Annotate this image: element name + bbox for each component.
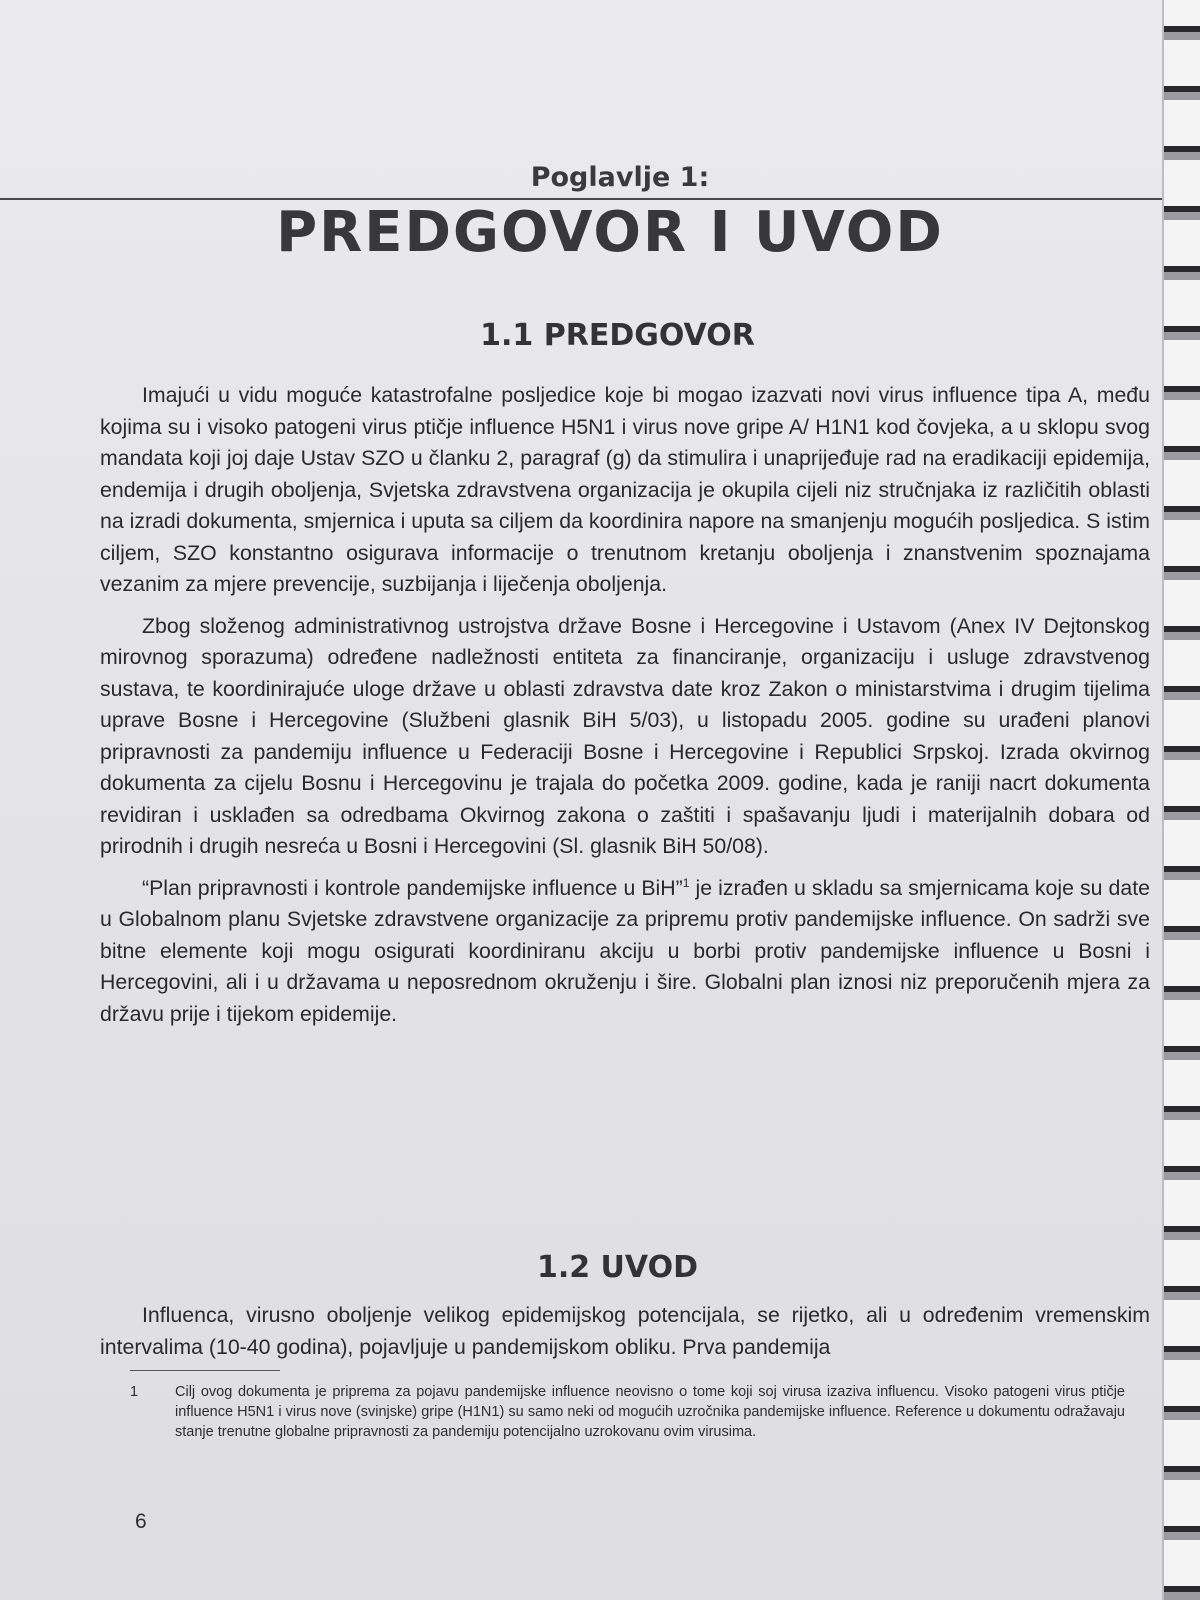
section-title-predgovor: 1.1 PREDGOVOR (480, 318, 755, 353)
paragraph: Imajući u vidu moguće katastrofalne posljedice koje bi mogao izazvati novi virus influence tipa A, među kojima su i visoko patogeni virus ptičje influence H5N1 i virus nove gripe A/ H1N1 kod čovjeka, a u sklopu svog mandata koji joj daje Ustav SZO u članku 2, paragraf (g) da stimulira i unaprijeđuje rad na eradikaciji epidemija, endemija i drugih oboljenja, Svjetska zdravstvena organizacija je okupila cijeli niz stručnjaka iz različitih oblasti na izradi dokumenta, smjernica i uputa sa ciljem da koordinira napore na smanjenju mogućih posljedica. S istim ciljem, SZO konstantno osigurava informacije o trenutnom kretanju oboljenja i znanstvenim spoznajama vezanim za mjere prevencije, suzbijanja i liječenja oboljenja. (100, 383, 1150, 596)
paragraph-text: je izrađen u skladu sa smjernicama koje su date u Globalnom planu Svjetske zdravstvene organizacije za pripremu protiv pandemijske influence. On sadrži sve bitne elemente koji mogu osigurati koordiniranu akciju u borbi protiv pandemijske influence u Bosni i Hercegovini, ali i u državama u neposrednom okruženju i šire. Globalni plan iznosi niz preporučenih mjera za državu prije i tijekom epidemije. (100, 875, 1150, 1026)
section-title-uvod: 1.2 UVOD (536, 1250, 699, 1285)
spiral-binding (1162, 0, 1200, 1600)
section-body-uvod (100, 1300, 1150, 1363)
footnote-ref: 1 (682, 875, 690, 890)
page-number: 6 (135, 1510, 147, 1533)
footnote-text: Cilj ovog dokumenta je priprema za pojavu pandemijske influence neovisno o tome koji soj virusa izaziva influencu. Visoko patogeni virus ptičje influence H5N1 i virus nove (svinjske) gripe (H1N1) su samo neki od mogućih uzročnika pandemijske influence. Reference u dokumentu odražavaju stanje trenutne globalne pripravnosti za pandemiju potencijalno uzrokovanu ovim virusima. (175, 1384, 1125, 1440)
footnote-divider (130, 1370, 280, 1371)
footnote-number: 1 (130, 1384, 139, 1400)
paragraph (100, 873, 1150, 1031)
plan-title-quote: “Plan pripravnosti i kontrole pandemijske influence u BiH” (142, 875, 683, 900)
chapter-title: PREDGOVOR I UVOD (276, 200, 944, 265)
section-body-predgovor (100, 380, 1150, 1030)
footnote (130, 1382, 1125, 1442)
chapter-label: Poglavlje 1: (530, 162, 710, 193)
paragraph: Zbog složenog administrativnog ustrojstva države Bosne i Hercegovine i Ustavom (Anex IV Dejtonskog mirovnog sporazuma) određene nadležnosti entiteta za financiranje, organizaciju i usluge zdravstvenog sustava, te koordinirajuće uloge države u oblasti zdravstva date kroz Zakon o ministarstvima i drugim tijelima uprave Bosne i Hercegovine (Službeni glasnik BiH 5/03), u listopadu 2005. godine su urađeni planovi pripravnosti za pandemiju influence u Federaciji Bosne i Hercegovine i Republici Srpskoj. Izrada okvirnog dokumenta za cijelu Bosnu i Hercegovinu je trajala do početka 2009. godine, kada je raniji nacrt dokumenta revidiran i usklađen sa odredbama Okvirnog zakona o zaštiti i spašavanju ljudi i materijalnih dobara od prirodnih i drugih nesreća u Bosni i Hercegovini (Sl. glasnik BiH 50/08). (100, 613, 1150, 858)
paragraph: Influenca, virusno oboljenje velikog epidemijskog potencijala, se rijetko, ali u određenim vremenskim intervalima (10-40 godina), pojavljuje u pandemijskom obliku. Prva pandemija (100, 1303, 1150, 1359)
